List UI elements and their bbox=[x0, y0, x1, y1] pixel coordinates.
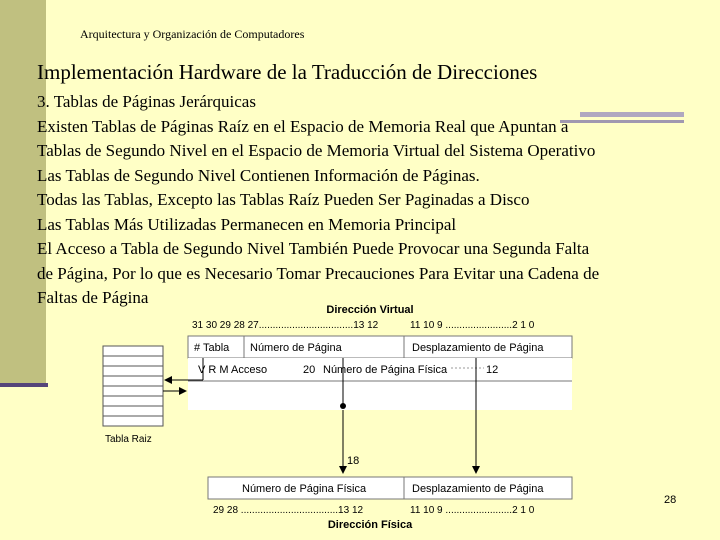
physical-address-title: Dirección Física bbox=[327, 519, 413, 531]
body-line: Todas las Tablas, Excepto las Tablas Raíz Pueden Ser Paginadas a Disco bbox=[37, 190, 530, 209]
entry-bits-12: 12 bbox=[486, 364, 499, 376]
body-line: Faltas de Página bbox=[37, 288, 149, 307]
physical-offset: Desplazamiento de Página bbox=[412, 483, 544, 495]
physical-bits-left: 29 28 ...................................13 12 bbox=[213, 505, 364, 516]
body-line: El Acceso a Tabla de Segundo Nivel También Puede Provocar una Segunda Falta bbox=[37, 239, 590, 258]
slide-title: Implementación Hardware de la Traducción de Direcciones bbox=[37, 60, 538, 84]
field-table: # Tabla bbox=[194, 342, 230, 354]
virtual-bits-left: 31 30 29 28 27..................................13 12 bbox=[192, 320, 379, 331]
page-number: 28 bbox=[664, 494, 677, 506]
entry-bits-20: 20 bbox=[303, 364, 316, 376]
body-line: de Página, Por lo que es Necesario Tomar Precauciones Para Evitar una Cadena de bbox=[37, 263, 600, 283]
course-header: Arquitectura y Organización de Computadores bbox=[80, 27, 305, 41]
arrow-bits-18: 18 bbox=[347, 455, 360, 467]
virtual-address-title: Dirección Virtual bbox=[326, 304, 414, 316]
virtual-bits-right: 11 10 9 ........................2 1 0 bbox=[410, 320, 535, 331]
field-offset: Desplazamiento de Página bbox=[412, 342, 544, 354]
body-line: Tablas de Segundo Nivel en el Espacio de Memoria Virtual del Sistema Operativo bbox=[37, 141, 596, 160]
physical-frame: Número de Página Física bbox=[242, 483, 367, 495]
field-page-number: Número de Página bbox=[250, 342, 342, 354]
entry-flags: V R M Acceso bbox=[198, 364, 268, 376]
physical-bits-right: 11 10 9 ........................2 1 0 bbox=[410, 505, 535, 516]
root-table-label: Tabla Raiz bbox=[105, 434, 152, 445]
entry-frame: Número de Página Física bbox=[323, 364, 448, 376]
body-line: Las Tablas de Segundo Nivel Contienen Información de Páginas. bbox=[37, 165, 480, 185]
body-line: Las Tablas Más Utilizadas Permanecen en Memoria Principal bbox=[37, 214, 457, 234]
body-line: 3. Tablas de Páginas Jerárquicas bbox=[37, 92, 256, 111]
body-line: Existen Tablas de Páginas Raíz en el Espacio de Memoria Real que Apuntan a bbox=[37, 116, 569, 136]
